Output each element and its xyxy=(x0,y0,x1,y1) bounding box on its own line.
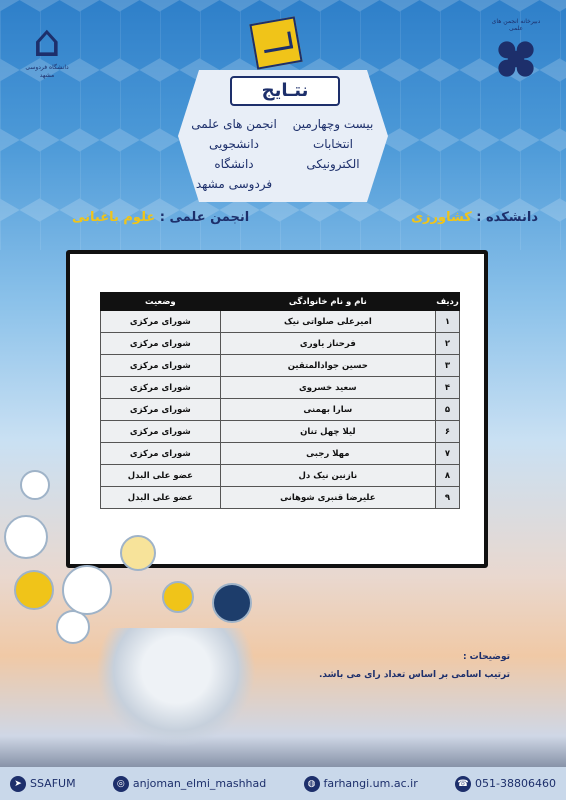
faculty-value: کشاورزی xyxy=(411,210,472,225)
logo-left-caption: دانشگاه فردوسی مشهد xyxy=(25,64,69,79)
row-status: شورای مرکزی xyxy=(101,377,221,399)
flower-emblem-icon xyxy=(493,36,539,82)
ballot-box-icon xyxy=(249,16,302,69)
faculty-label: دانشکده : xyxy=(476,210,538,225)
row-rank: ۳ xyxy=(436,355,460,377)
decorative-circle-icon xyxy=(56,610,90,644)
row-rank: ۴ xyxy=(436,377,460,399)
phone-text: 051-38806460 xyxy=(475,777,556,790)
notes-section xyxy=(319,648,510,684)
decorative-circle-icon xyxy=(14,570,54,610)
university-logo xyxy=(18,16,76,82)
notes-text: ترتیب اسامی بر اساس تعداد رای می باشد. xyxy=(319,670,510,680)
table-row xyxy=(101,333,460,355)
header-left-line: انجمن های علمی xyxy=(191,117,277,131)
website-text: farhangi.um.ac.ir xyxy=(323,777,418,790)
header-right-line: بیست وچهارمین xyxy=(292,117,374,131)
table-row xyxy=(101,399,460,421)
association-heading xyxy=(72,210,249,225)
row-name: فرحناز یاوری xyxy=(220,333,435,355)
decorative-circle-icon xyxy=(162,581,194,613)
header-right-line: الکترونیکی xyxy=(306,157,360,171)
row-status: عضو علی البدل xyxy=(101,487,221,509)
table-row xyxy=(101,377,460,399)
header-name: نام و نام خانوادگی xyxy=(220,293,435,311)
footer-website[interactable] xyxy=(304,776,418,792)
decorative-circle-icon xyxy=(20,470,50,500)
row-rank: ۲ xyxy=(436,333,460,355)
row-rank: ۷ xyxy=(436,443,460,465)
decorative-circle-icon xyxy=(4,515,48,559)
row-status: شورای مرکزی xyxy=(101,421,221,443)
header-left-line: فردوسی مشهد xyxy=(195,177,273,191)
decorative-icon-cluster xyxy=(0,455,270,655)
row-name: سعید خسروی xyxy=(220,377,435,399)
row-name: مهلا رجبی xyxy=(220,443,435,465)
row-status: شورای مرکزی xyxy=(101,399,221,421)
secretariat-logo xyxy=(486,18,546,80)
table-row xyxy=(101,421,460,443)
row-rank: ۶ xyxy=(436,421,460,443)
instagram-icon: ◎ xyxy=(113,776,129,792)
row-rank: ۵ xyxy=(436,399,460,421)
association-label: انجمن علمی : xyxy=(159,210,250,225)
footer-ssafum xyxy=(10,776,76,792)
instagram-text: anjoman_elmi_mashhad xyxy=(132,777,267,790)
notes-title: توضیحات : xyxy=(462,652,510,662)
footer-bar xyxy=(0,767,566,800)
row-name: نازنین نیک دل xyxy=(220,465,435,487)
header-rank: ردیف xyxy=(436,293,460,311)
phone-icon: ☎ xyxy=(455,776,471,792)
telegram-icon: ➤ xyxy=(10,776,26,792)
row-rank: ۹ xyxy=(436,487,460,509)
table-header-row xyxy=(101,293,460,311)
footer-phone[interactable] xyxy=(455,776,556,792)
ssafum-text: SSAFUM xyxy=(30,777,76,790)
row-status: شورای مرکزی xyxy=(101,443,221,465)
header-left-line: دانشجویی دانشگاه xyxy=(208,137,259,171)
page-title: نتـایج xyxy=(230,76,340,106)
row-name: لیلا چهل تنان xyxy=(220,421,435,443)
footer-instagram[interactable] xyxy=(113,776,266,792)
row-name: سارا بهمنی xyxy=(220,399,435,421)
row-rank: ۱ xyxy=(436,311,460,333)
header-left-text xyxy=(188,114,280,194)
header-right-text xyxy=(285,114,381,174)
row-rank: ۸ xyxy=(436,465,460,487)
statue-image xyxy=(96,628,256,748)
table-row xyxy=(101,311,460,333)
globe-icon: ◍ xyxy=(304,776,320,792)
decorative-circle-icon xyxy=(62,565,112,615)
row-name: علیرضا قنبری شوهانی xyxy=(220,487,435,509)
header-right-line: انتخابات xyxy=(313,137,353,151)
row-status: شورای مرکزی xyxy=(101,311,221,333)
row-name: امیرعلی صلواتی نیک xyxy=(220,311,435,333)
association-value: علوم باغبانی xyxy=(72,210,156,225)
row-status: عضو علی البدل xyxy=(101,465,221,487)
table-row xyxy=(101,355,460,377)
header-status: وضعیت xyxy=(101,293,221,311)
logo-right-caption: دبیرخانه انجمن های علمی xyxy=(491,18,541,32)
logo-mark-icon: ⌂ xyxy=(33,16,61,67)
decorative-circle-icon xyxy=(120,535,156,571)
decorative-circle-icon xyxy=(212,583,252,623)
row-status: شورای مرکزی xyxy=(101,355,221,377)
faculty-heading xyxy=(411,210,538,225)
row-name: حسین جوادالمتقین xyxy=(220,355,435,377)
row-status: شورای مرکزی xyxy=(101,333,221,355)
